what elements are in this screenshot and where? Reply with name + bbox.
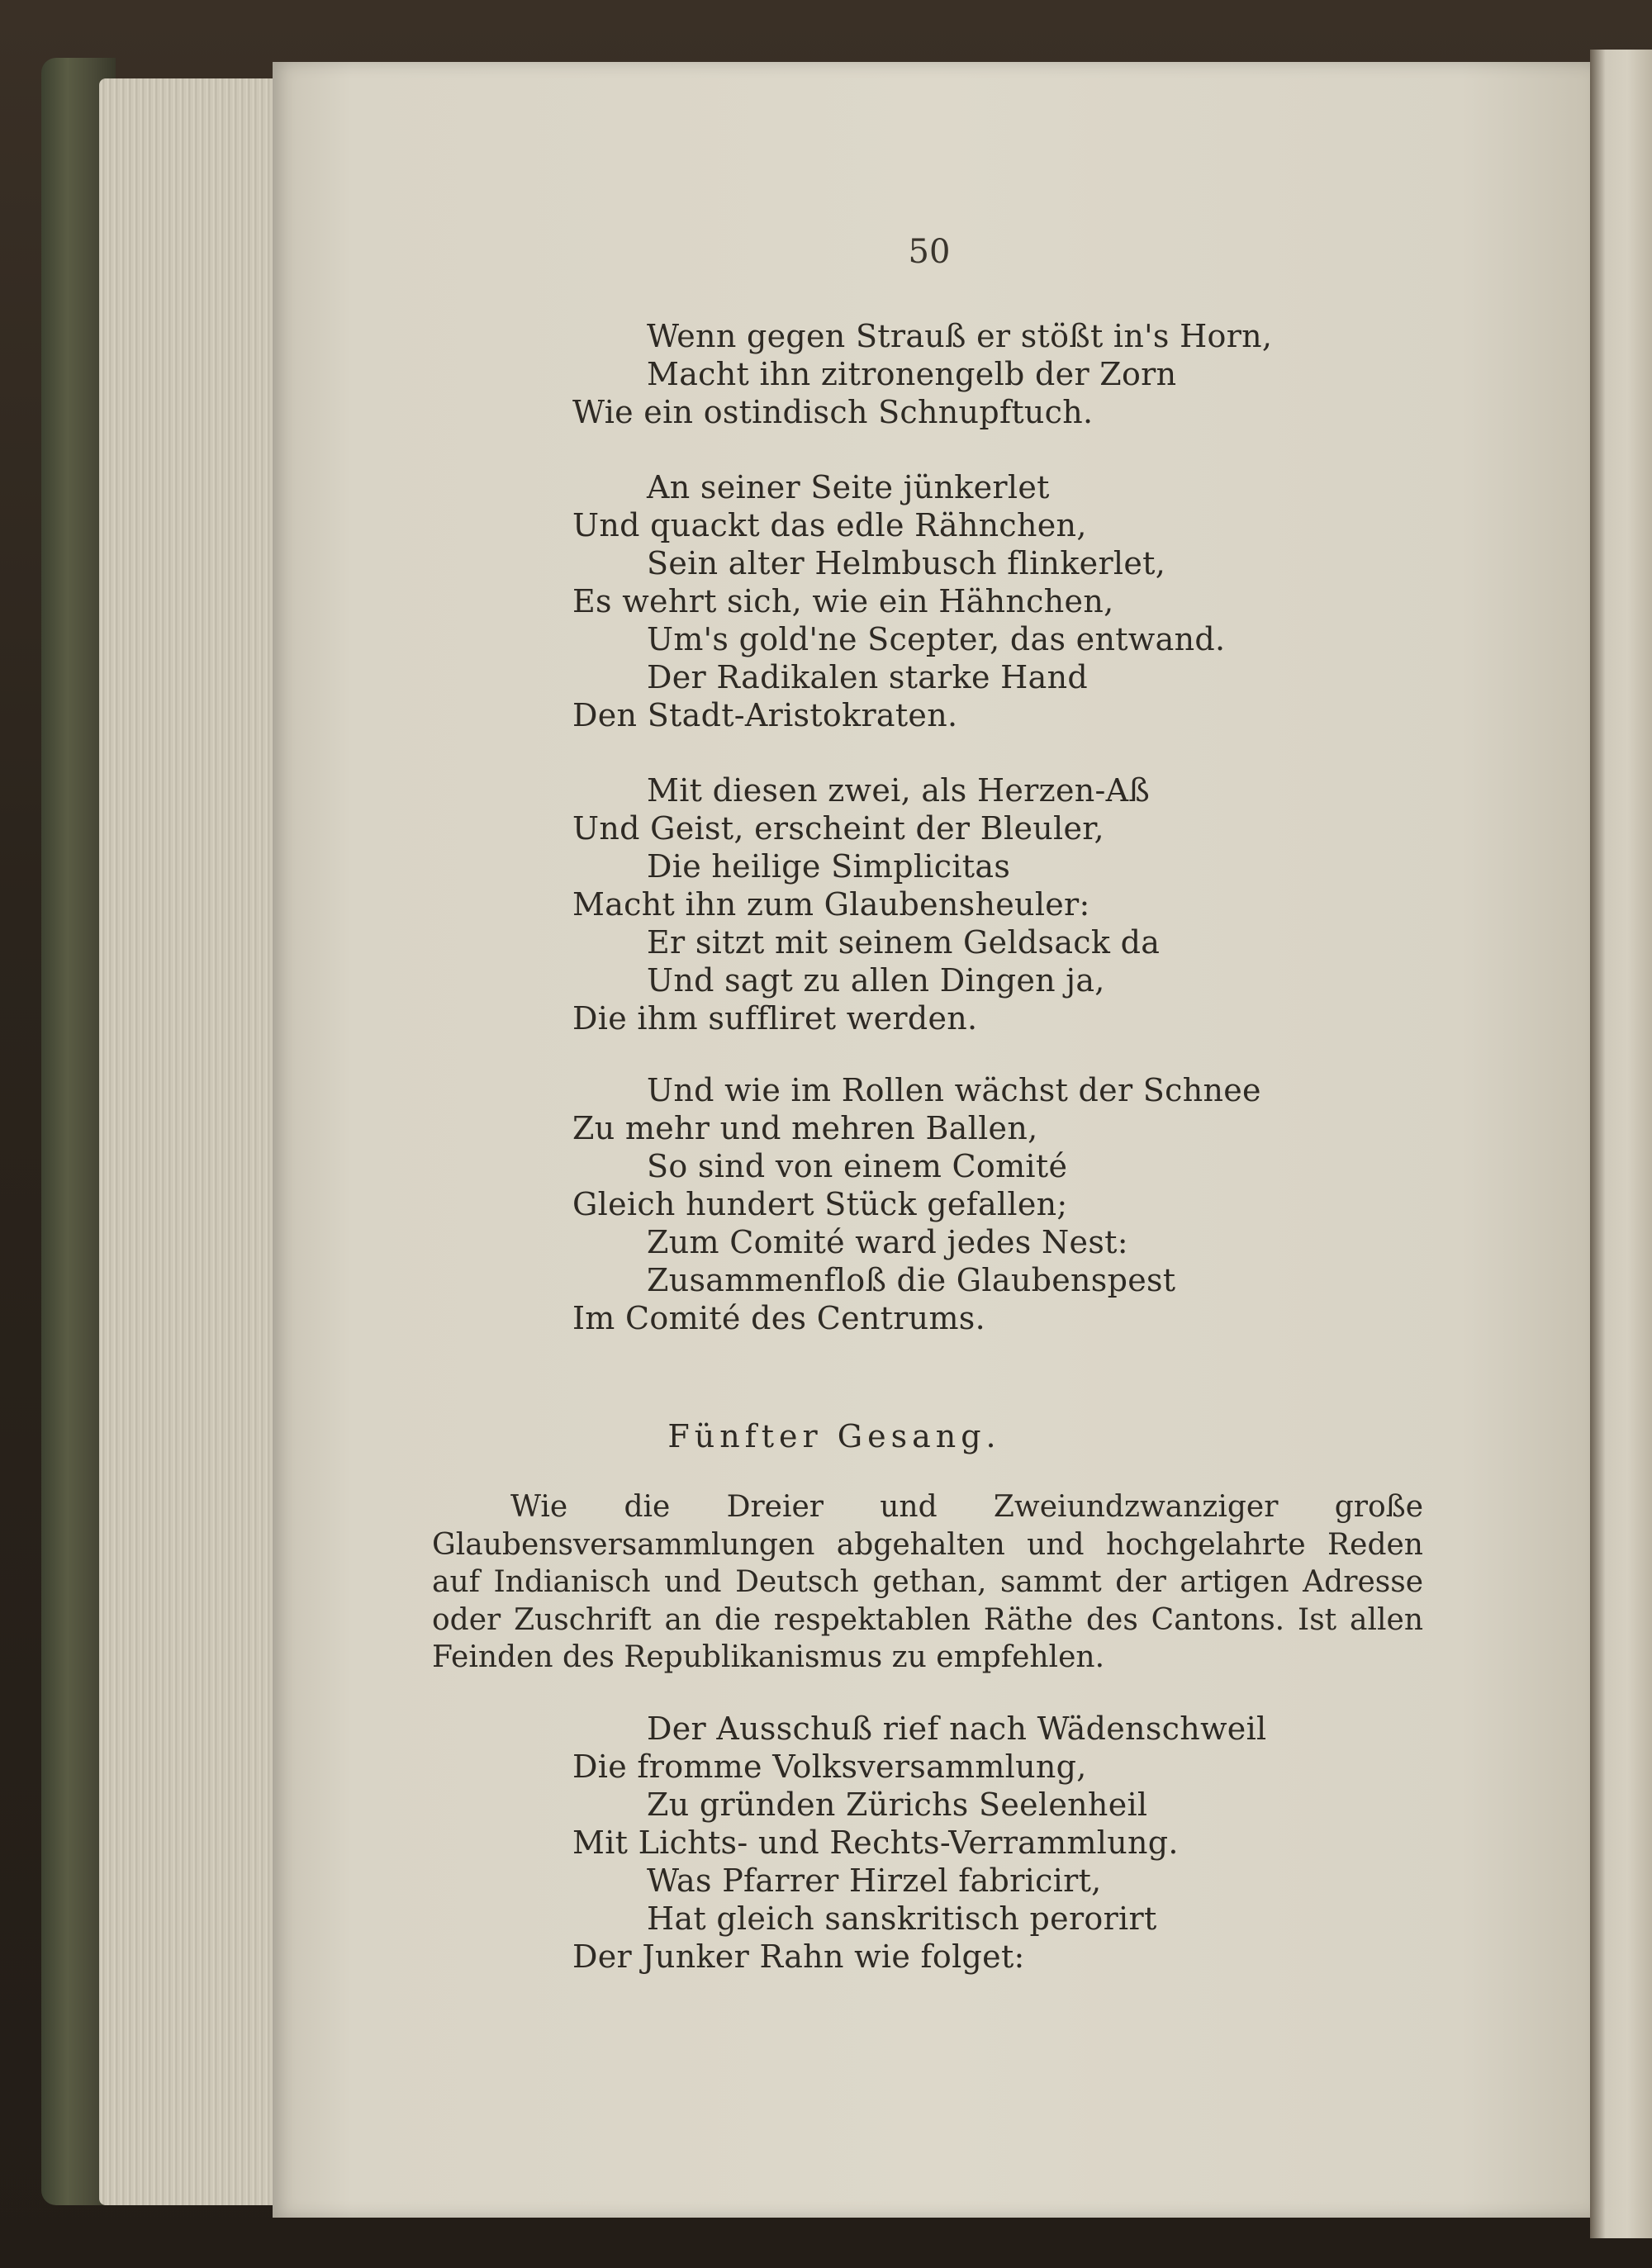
verse-line: Sein alter Helmbusch flinkerlet, (647, 545, 1166, 581)
verse-line: Zusammenfloß die Glaubenspest (647, 1262, 1176, 1298)
verse-line: Im Comité des Centrums. (572, 1300, 985, 1336)
verse-line: Der Junker Rahn wie folget: (572, 1938, 1025, 1975)
verse-line: Mit Lichts- und Rechts-Verrammlung. (572, 1824, 1179, 1861)
verse-line: Macht ihn zum Glaubensheuler: (572, 886, 1090, 923)
verse-line: Zu gründen Zürichs Seelenheil (647, 1786, 1148, 1823)
verse-line: Wie ein ostindisch Schnupftuch. (572, 394, 1094, 430)
verse-line: Er sitzt mit seinem Geldsack da (647, 924, 1161, 961)
verse-line: So sind von einem Comité (647, 1148, 1068, 1184)
verse-line: Die fromme Volksversammlung, (572, 1748, 1087, 1785)
verse-line: Gleich hundert Stück gefallen; (572, 1186, 1068, 1222)
verse-line: Zu mehr und mehren Ballen, (572, 1110, 1038, 1146)
verse-line: Und wie im Rollen wächst der Schnee (647, 1072, 1261, 1108)
verse-line: Wenn gegen Strauß er stößt in's Horn, (647, 318, 1273, 354)
verse-line: Der Ausschuß rief nach Wädenschweil (647, 1710, 1267, 1747)
section-heading: Fünfter Gesang. (667, 1418, 1001, 1454)
verse-line: Den Stadt-Aristokraten. (572, 697, 958, 733)
verse-line: Die heilige Simplicitas (647, 848, 1011, 885)
verse-line: Um's gold'ne Scepter, das entwand. (647, 621, 1226, 657)
verse-line: Was Pfarrer Hirzel fabricirt, (647, 1862, 1102, 1899)
verse-line: Und Geist, erscheint der Bleuler, (572, 810, 1104, 847)
verse-line: Die ihm suffliret werden. (572, 1000, 978, 1037)
verse-line: Hat gleich sanskritisch perorirt (647, 1900, 1157, 1937)
verse-line: Und sagt zu allen Dingen ja, (647, 962, 1105, 999)
verse-line: Der Radikalen starke Hand (647, 659, 1088, 695)
argument-paragraph: Wie die Dreier und Zweiundzwanziger große Glaubensversammlungen abgehalten und hochgelahrte Reden auf Indianisch und Deutsch gethan, sammt der artigen Adresse oder Zuschrift an die respektablen Räthe des Cantons. Ist allen Feinden des Republikanismus zu empfehlen. (432, 1490, 1423, 1674)
verse-line: Mit diesen zwei, als Herzen-Aß (647, 772, 1151, 809)
verse-line: Macht ihn zitronengelb der Zorn (647, 356, 1177, 392)
verse-line: An seiner Seite jünkerlet (647, 469, 1050, 505)
verse-line: Zum Comité ward jedes Nest: (647, 1224, 1128, 1260)
page-number: 50 (908, 233, 951, 271)
verse-line: Es wehrt sich, wie ein Hähnchen, (572, 583, 1114, 619)
verse-line: Und quackt das edle Rähnchen, (572, 507, 1087, 543)
